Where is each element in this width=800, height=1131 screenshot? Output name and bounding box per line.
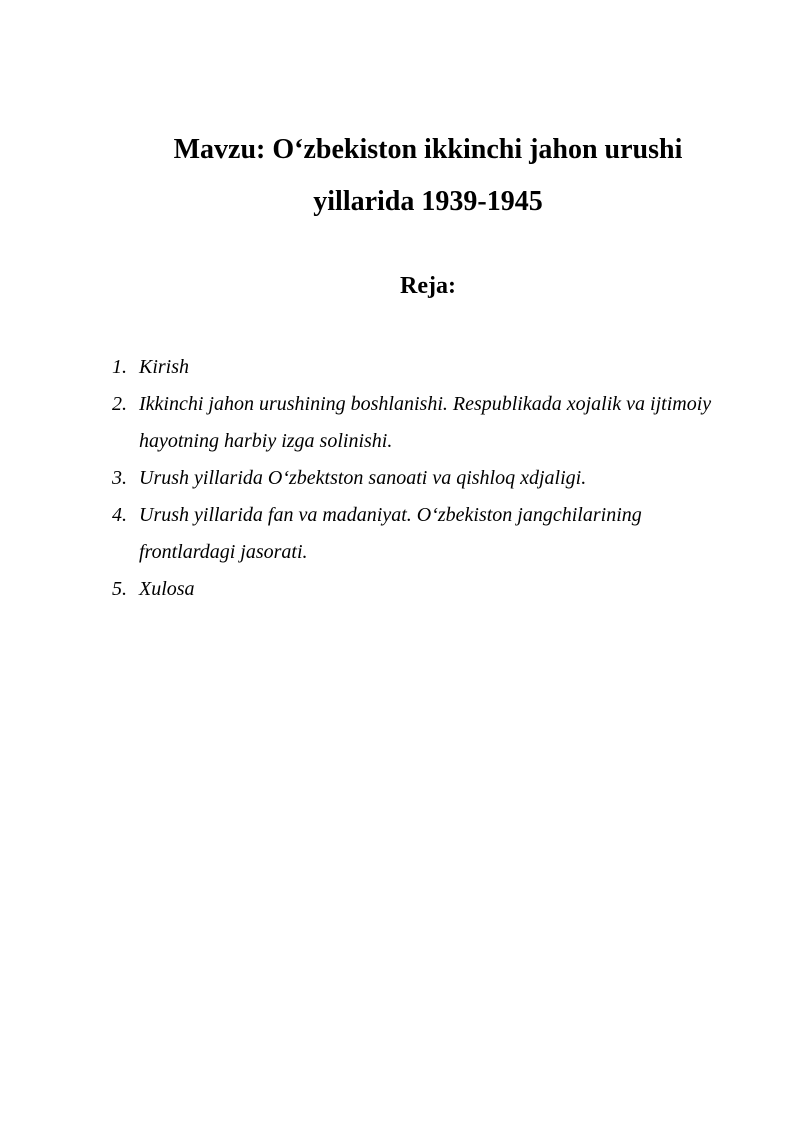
plan-item-text: Urush yillarida O‘zbektston sanoati va qishloq xdjaligi.: [139, 467, 587, 489]
plan-item-number: 3.: [112, 467, 127, 489]
plan-heading: Reja:: [400, 273, 456, 299]
document-title: [130, 124, 726, 228]
plan-item-number: 5.: [112, 578, 127, 600]
plan-item-number: 4.: [112, 504, 127, 526]
plan-item-number: 2.: [112, 393, 127, 415]
plan-item-text: Urush yillarida fan va madaniyat. O‘zbekiston jangchilarining frontlardagi jasorati.: [139, 504, 642, 563]
plan-item-2: [112, 386, 712, 460]
document-title-line-1: Mavzu: O‘zbekiston ikkinchi jahon urushi: [173, 134, 683, 165]
plan-item-4: [112, 497, 712, 571]
document-title-line-2: yillarida 1939-1945: [313, 186, 543, 217]
plan-list: [112, 349, 712, 608]
plan-item-text: Xulosa: [139, 578, 195, 600]
plan-item-text: Kirish: [139, 356, 190, 378]
plan-item-1: [112, 349, 712, 386]
plan-item-text: Ikkinchi jahon urushining boshlanishi. Respublikada xojalik va ijtimoiy hayotning harbiy izga solinishi.: [139, 393, 712, 452]
plan-item-3: [112, 460, 712, 497]
plan-item-5: [112, 571, 712, 608]
plan-item-number: 1.: [112, 356, 127, 378]
